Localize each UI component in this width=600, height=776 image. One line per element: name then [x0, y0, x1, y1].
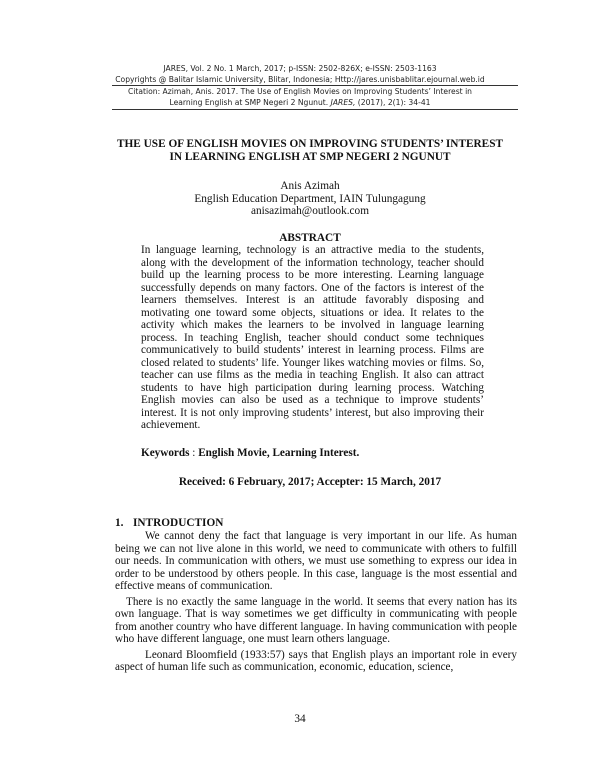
- citation-journal: JARES,: [330, 98, 356, 107]
- section-number: 1.: [115, 517, 124, 529]
- keywords: [141, 447, 484, 460]
- copyright-line: Copyrights @ Balitar Islamic University, Blitar, Indonesia; Http://jares.unisbablitar.ejournal.web.id: [115, 75, 485, 84]
- section-body: [115, 530, 517, 674]
- journal-info-line: JARES, Vol. 2 No. 1 March, 2017; p-ISSN: 2502-826X; e-ISSN: 2503-1163: [163, 64, 437, 73]
- title-line-2: IN LEARNING ENGLISH AT SMP NEGERI 2 NGUNUT: [169, 150, 451, 163]
- title-line-1: THE USE OF ENGLISH MOVIES ON IMPROVING STUDENTS’ INTEREST: [116, 138, 504, 150]
- keywords-separator: :: [189, 447, 199, 459]
- page-number: 34: [294, 713, 306, 725]
- citation-pages: (2017), 2(1): 34-41: [355, 98, 431, 107]
- received-dates: Received: 6 February, 2017; Accepter: 15 March, 2017: [178, 476, 442, 488]
- section-title: INTRODUCTION: [133, 517, 224, 529]
- paragraph: We cannot deny the fact that language is very important in our life. As human being we can not live alone in this world, we need to communicate with others to fulfill our needs. In communication with others, we must use something to express our idea in order to be understood by others people. In this case, language is the most essential and effective means of communication.: [115, 530, 517, 592]
- author-block: [100, 180, 520, 218]
- section-heading: [115, 517, 223, 529]
- paper-title: [100, 138, 520, 163]
- keywords-label: Keywords: [141, 447, 190, 459]
- author-name: Anis Azimah: [280, 180, 340, 192]
- author-email: anisazimah@outlook.com: [250, 205, 369, 217]
- abstract-heading: ABSTRACT: [279, 232, 341, 244]
- citation-text: Citation: Azimah, Anis. 2017. The Use of English Movies on Improving Students’ Interest in Learning English at SMP Negeri 2 Ngunut.: [127, 87, 472, 107]
- author-affiliation: English Education Department, IAIN Tulungagung: [194, 192, 426, 205]
- keywords-value: English Movie, Learning Interest.: [198, 447, 360, 459]
- paragraph: Leonard Bloomfield (1933:57) says that English plays an important role in every aspect of human life such as communication, economic, education, science,: [115, 648, 517, 673]
- header-rule-bottom: [112, 109, 518, 110]
- paragraph: There is no exactly the same language in the world. It seems that every nation has its own language. That is way sometimes we get difficulty in communicating with people from another country who have different language. In having communication with people who have different language, one must learn others language.: [115, 595, 517, 645]
- citation: [115, 86, 485, 108]
- abstract-text: In language learning, technology is an attractive media to the students, along with the development of the information technology, teacher should build up the learning process to be more interesting. Learning language successfully depends on many factors. One of the factors is interest of the learners themselves. Interest is an attitude favorably disposing and motivating one toward some objects, situations or idea. It relates to the activity which makes the learners to be involved in language learning process. In teaching English, teacher should conduct some techniques communicatively to build students’ interest in learning process. Films are closed related to students’ life. Younger likes watching movies or films. So, teacher can use films as the media in teaching English. It also can attract students to have high participation during learning process. Watching English movies can also be used as a technique to improve students’ interest. It is not only improving students’ interest, but also improving their achievement.: [141, 244, 484, 431]
